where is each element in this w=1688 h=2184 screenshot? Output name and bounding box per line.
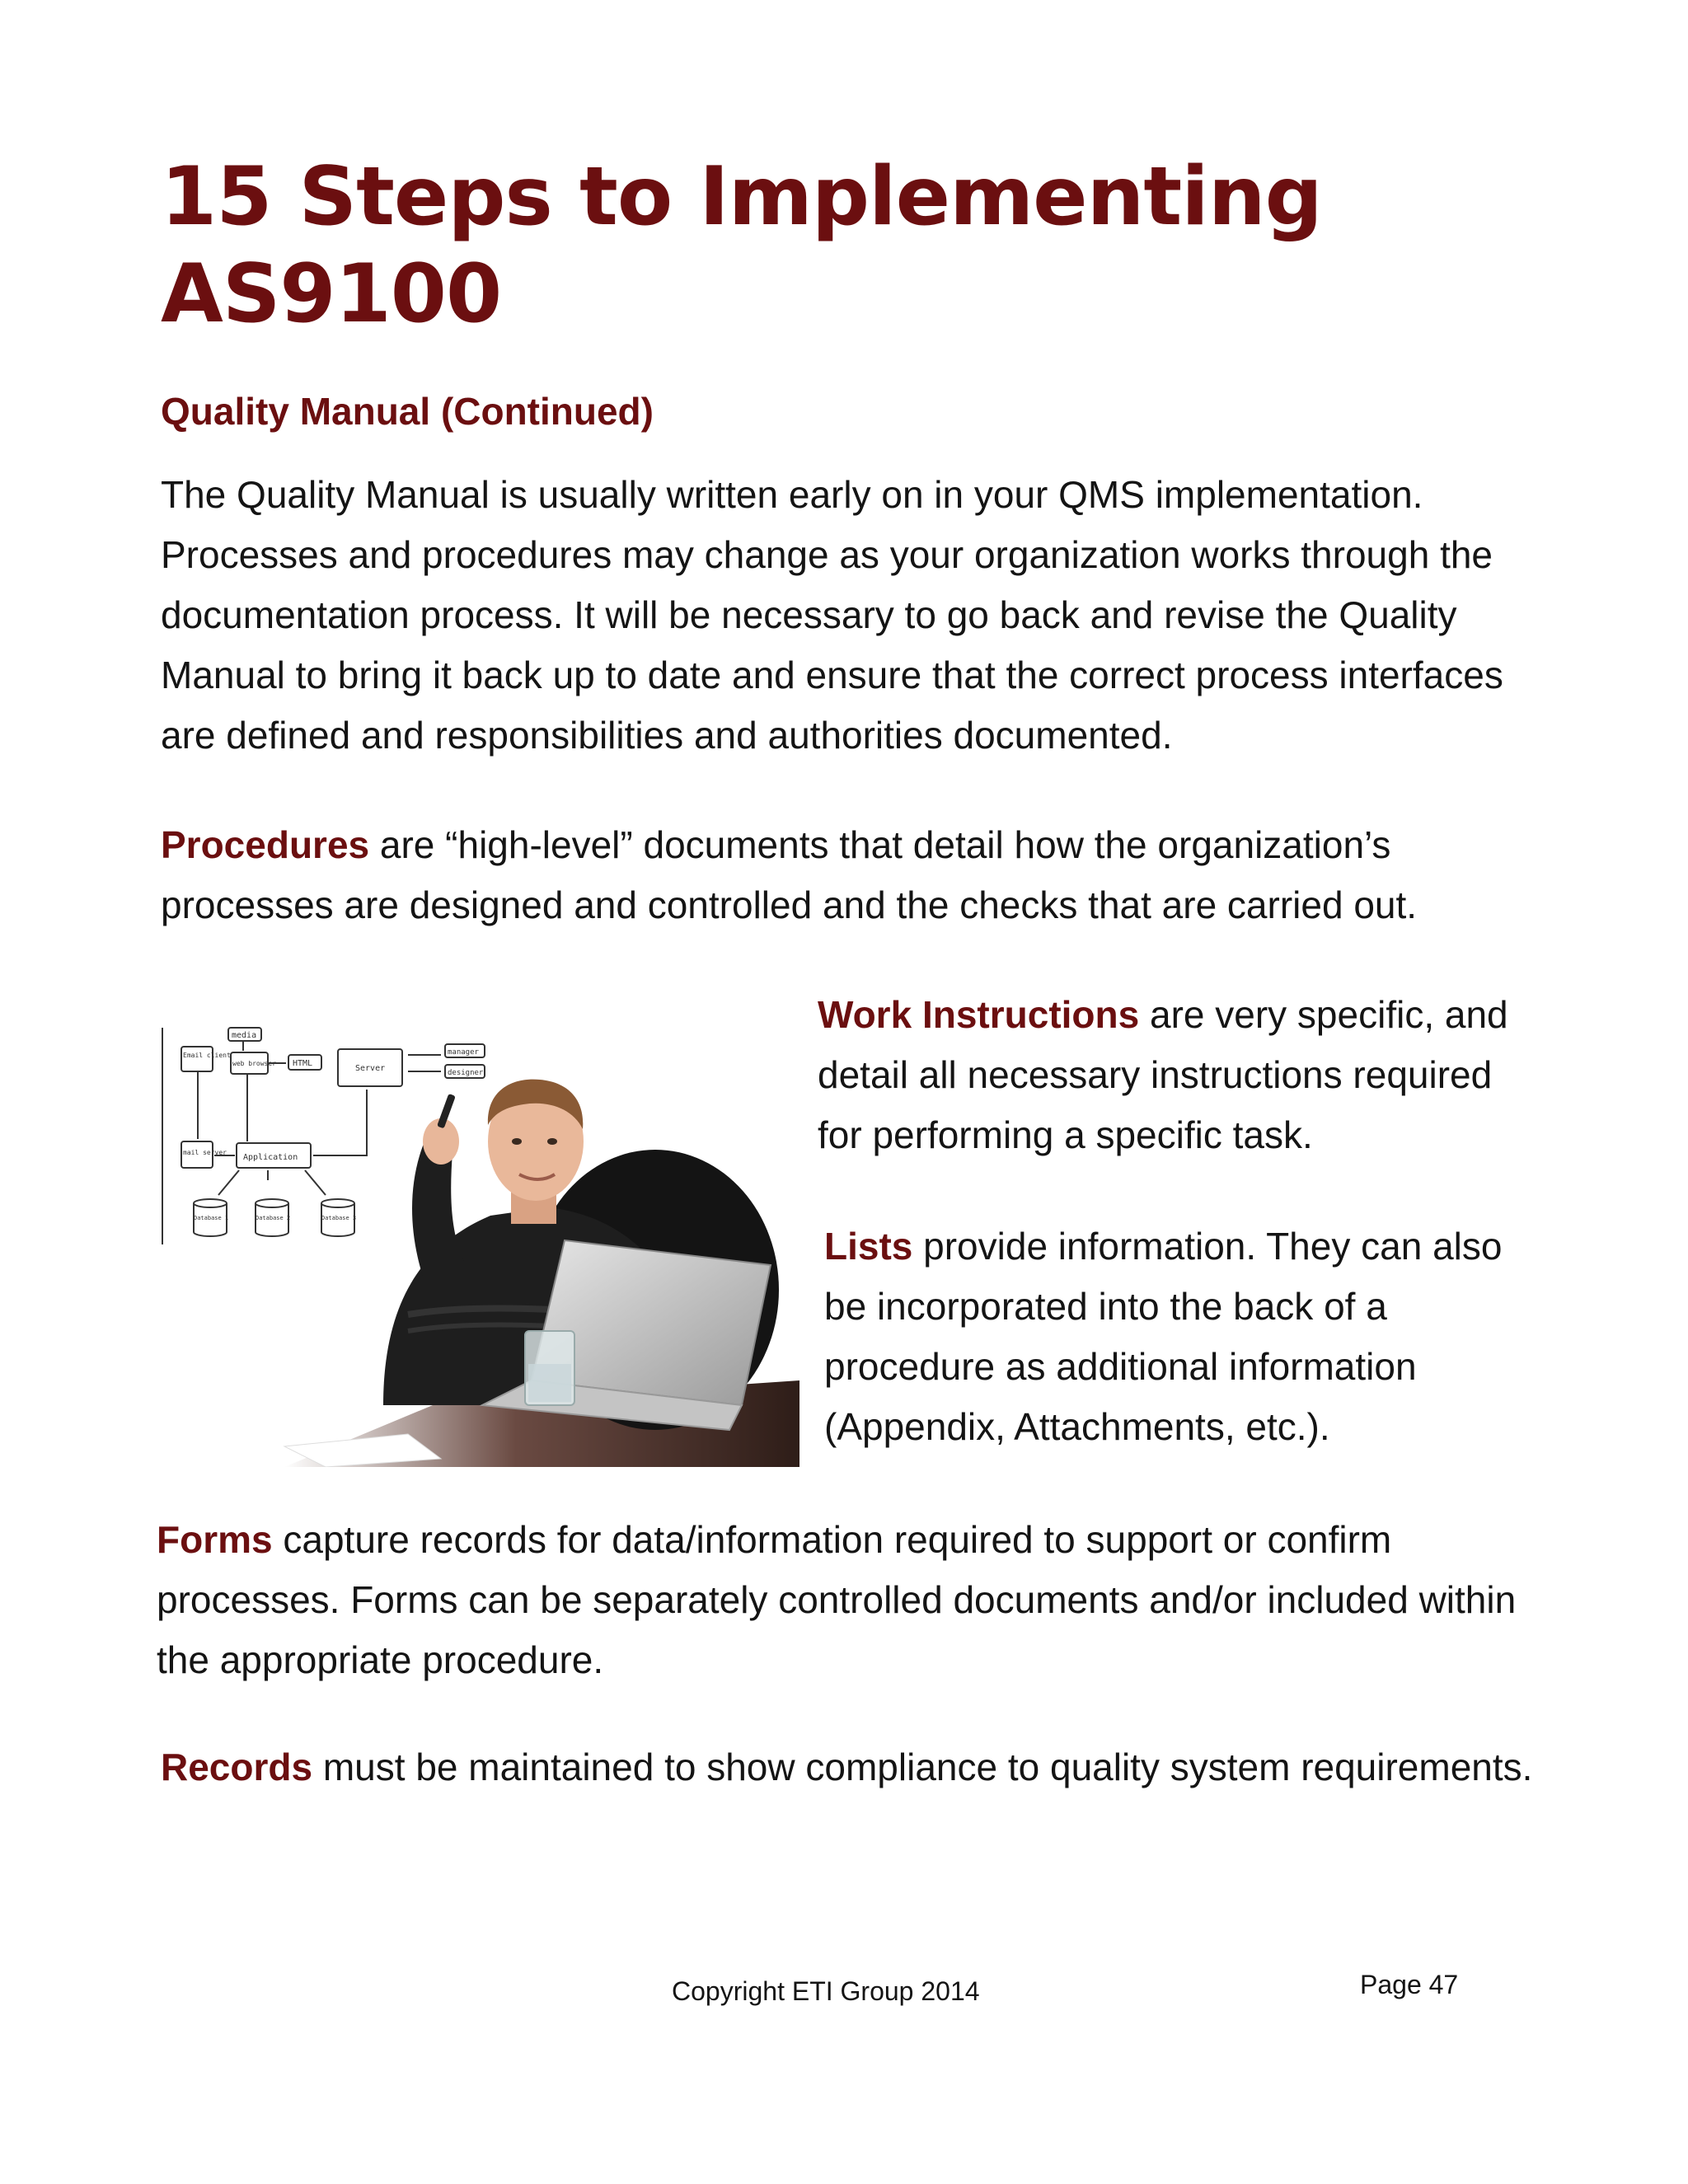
records-term: Records	[161, 1746, 313, 1788]
page-title	[161, 148, 1397, 343]
forms-text: capture records for data/information required to support or confirm processes. Forms can be separately controlled documents and/or included within the appropriate procedure.	[157, 1518, 1517, 1681]
procedures-text: are “high-level” documents that detail how the organization’s processes are designed and controlled and the checks that are carried out.	[161, 823, 1418, 926]
diagram-label-mail-server: mail server	[183, 1149, 227, 1156]
work-instructions-text: are very specific, and detail all necessary instructions required for performing a specific task.	[818, 993, 1508, 1156]
lists-term: Lists	[824, 1225, 913, 1268]
diagram-label-db1: Database 1	[194, 1215, 229, 1221]
diagram-label-server: Server	[355, 1064, 386, 1073]
diagram-label-designer: designer	[448, 1069, 484, 1077]
diagram-label-email-client: Email client	[183, 1052, 231, 1059]
intro-paragraph: The Quality Manual is usually written early on in your QMS implementation. Processes and procedures may change as your organization works through the documentation process. It will be necessary to go back and revise the Quality Manual to bring it back up to date and ensure that the correct process interfaces are defined and responsibilities and authorities documented.	[161, 473, 1503, 757]
records-paragraph	[161, 1737, 1562, 1797]
work-instructions-paragraph	[818, 985, 1543, 1165]
forms-term: Forms	[157, 1518, 273, 1561]
lists-text: provide information. They can also be incorporated into the back of a procedure as additional information (Appendix, Attachments, etc.).	[824, 1225, 1503, 1448]
procedures-paragraph	[161, 815, 1562, 935]
section-heading: Quality Manual (Continued)	[161, 390, 654, 433]
diagram-label-media: media	[232, 1031, 257, 1040]
diagram-label-web-browser: web browser	[232, 1060, 276, 1067]
work-instructions-term: Work Instructions	[818, 993, 1140, 1036]
title-line-2: AS9100	[161, 247, 502, 341]
diagram-label-db2: Database 2	[256, 1215, 291, 1221]
man-with-laptop-illustration	[161, 1018, 799, 1467]
diagram-label-manager: manager	[448, 1048, 479, 1057]
records-text: must be maintained to show compliance to quality system requirements.	[312, 1746, 1533, 1788]
diagram-label-db3: Database 3	[321, 1215, 357, 1221]
diagram-label-html: HTML	[293, 1059, 313, 1068]
diagram-label-application: Application	[243, 1153, 298, 1162]
copyright-notice: Copyright ETI Group 2014	[672, 1976, 980, 2006]
forms-paragraph	[157, 1510, 1574, 1690]
title-line-1: 15 Steps to Implementing	[161, 150, 1322, 244]
page-number: Page 47	[1360, 1970, 1459, 1999]
procedures-term: Procedures	[161, 823, 370, 866]
lists-paragraph	[824, 1216, 1533, 1457]
